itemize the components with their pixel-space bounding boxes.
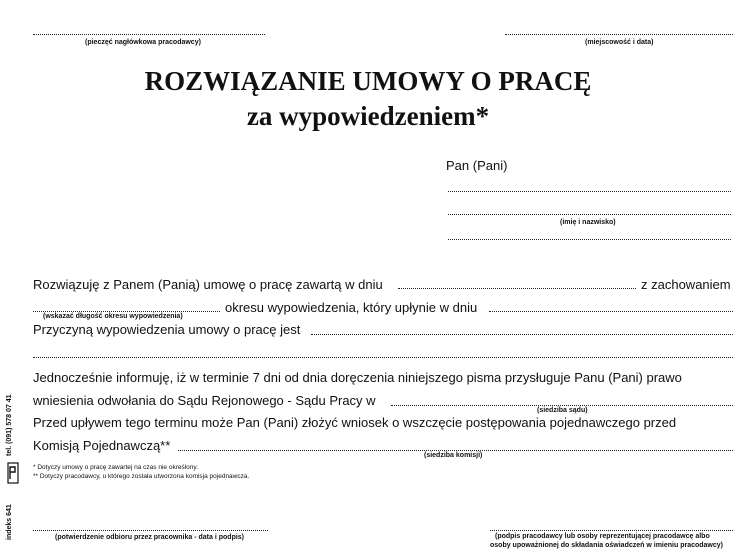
employer-signature-caption-2: osoby upoważnionej do składania oświadczeń w imieniu pracodawcy) [490, 542, 723, 549]
body-line-7: Komisją Pojednawczą** [33, 438, 171, 453]
body-line-3: Przyczyną wypowiedzenia umowy o pracę jest [33, 322, 301, 337]
employer-signature-line [490, 530, 733, 531]
document-title: ROZWIĄZANIE UMOWY O PRACĘ [144, 66, 592, 96]
name-line-3 [448, 239, 731, 240]
name-line-1 [448, 191, 731, 192]
stamp-caption: (pieczęć nagłówkowa pracodawcy) [85, 39, 201, 46]
employee-signature-caption: (potwierdzenie odbioru przez pracownika - data i podpis) [55, 534, 245, 541]
publisher-logo-icon [7, 462, 19, 484]
stamp-line [33, 34, 265, 35]
addressee-label: Pan (Pani) [446, 158, 508, 173]
court-caption: (siedziba sądu) [537, 407, 588, 414]
period-caption: (wskazać długość okresu wypowiedzenia) [43, 313, 183, 320]
footnote-1: * Dotyczy umowy o pracę zawartej na czas nie określony. [33, 464, 198, 471]
body-line-5: wniesienia odwołania do Sądu Rejonowego - Sądu Pracy w [33, 393, 376, 408]
body-line-2: okresu wypowiedzenia, który upłynie w dniu [225, 300, 478, 315]
place-date-caption: (miejscowość i data) [585, 39, 654, 46]
contract-date-line [398, 288, 636, 289]
publisher-phone: tel. (091) 578 07 41 [6, 394, 13, 456]
reason-line-1 [311, 334, 733, 335]
publisher-strip [6, 392, 20, 540]
end-date-line [489, 311, 733, 312]
employer-signature-caption-1: (podpis pracodawcy lub osoby reprezentującej pracodawcę albo [495, 533, 710, 540]
body-line-1-start: Rozwiązuję z Panem (Panią) umowę o pracę zawartą w dniu [33, 277, 383, 292]
employee-signature-line [33, 530, 268, 531]
commission-caption: (siedziba komisji) [424, 452, 483, 459]
name-caption: (imię i nazwisko) [560, 219, 616, 226]
body-line-4: Jednocześnie informuję, iż w terminie 7 dni od dnia doręczenia niniejszego pisma przysługuje Panu (Pani) prawo [33, 370, 682, 385]
place-date-line [505, 34, 733, 35]
footnote-2: ** Dotyczy pracodawcy, u którego została utworzona komisja pojednawcza. [33, 473, 250, 480]
name-line-2 [448, 214, 731, 215]
period-line [33, 311, 220, 312]
document-subtitle: za wypowiedzeniem* [246, 101, 490, 131]
publisher-code: indeks 641 [6, 504, 13, 540]
reason-line-2 [33, 357, 733, 358]
body-line-6: Przed upływem tego terminu może Pan (Pani) złożyć wniosek o wszczęcie postępowania pojednawczego przed [33, 415, 677, 430]
body-line-1-end: z zachowaniem [641, 277, 731, 292]
court-line [391, 405, 733, 406]
commission-line [178, 450, 733, 451]
